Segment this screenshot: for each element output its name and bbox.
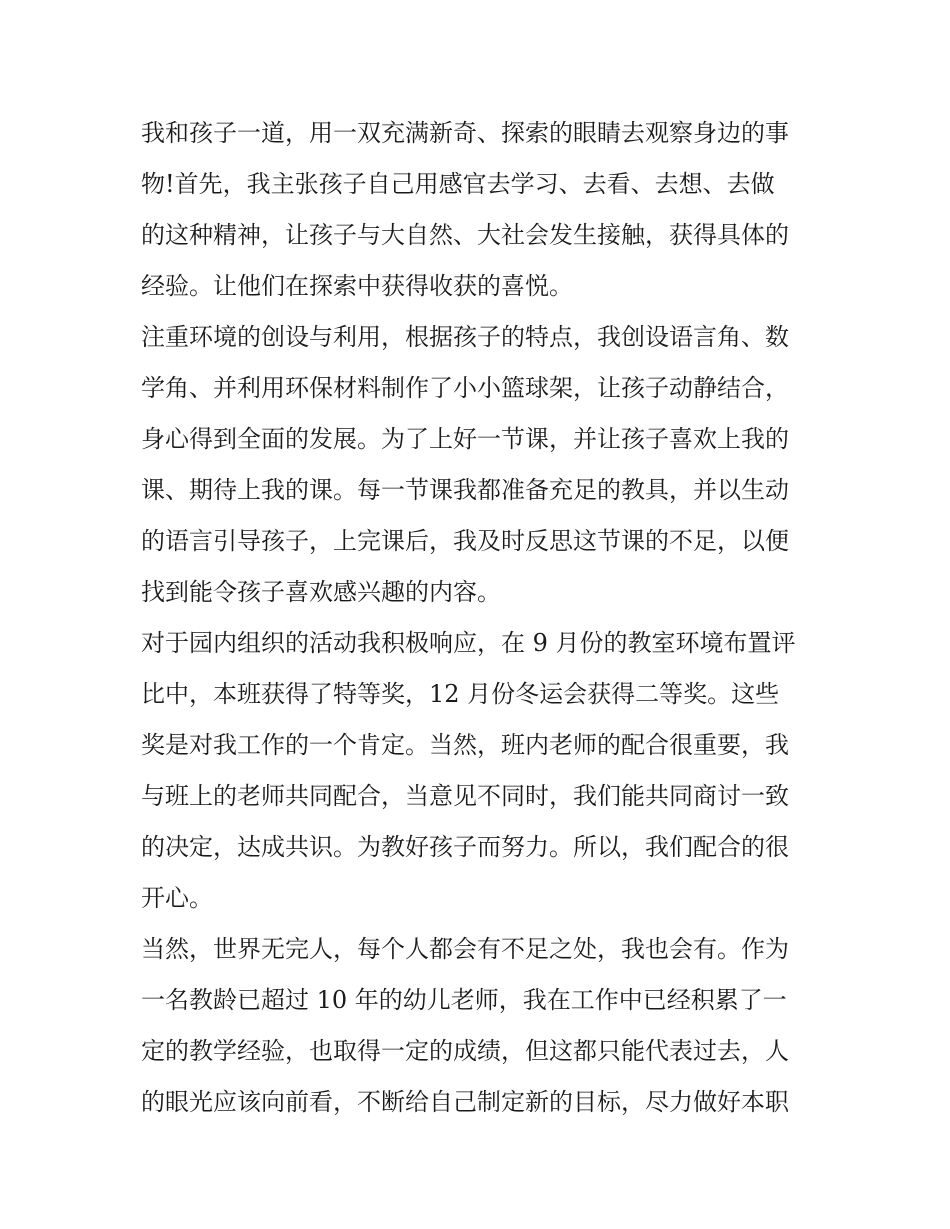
text-line: 定的教学经验，也取得一定的成绩，但这都只能代表过去，人 <box>141 1037 789 1065</box>
text-line: 身心得到全面的发展。为了上好一节课，并让孩子喜欢上我的 <box>141 425 789 453</box>
text-line: 比中，本班获得了特等奖，12 月份冬运会获得二等奖。这些 <box>141 680 780 708</box>
text-line: 对于园内组织的活动我积极响应，在 9 月份的教室环境布置评 <box>141 629 796 657</box>
paragraph-3 <box>141 618 813 924</box>
document-body <box>141 108 813 1128</box>
text-line: 找到能令孩子喜欢感兴趣的内容。 <box>141 578 501 606</box>
text-line: 我和孩子一道，用一双充满新奇、探索的眼睛去观察身边的事 <box>141 119 789 147</box>
text-line: 的语言引导孩子，上完课后，我及时反思这节课的不足，以便 <box>141 527 789 555</box>
text-line: 的决定，达成共识。为教好孩子而努力。所以，我们配合的很 <box>141 833 789 861</box>
text-line: 与班上的老师共同配合，当意见不同时，我们能共同商讨一致 <box>141 782 789 810</box>
paragraph-4 <box>141 924 813 1128</box>
paragraph-1 <box>141 108 813 312</box>
text-line: 开心。 <box>141 884 213 912</box>
paragraph-2 <box>141 312 813 618</box>
text-line: 的这种精神，让孩子与大自然、大社会发生接触，获得具体的 <box>141 221 789 249</box>
text-line: 课、期待上我的课。每一节课我都准备充足的教具，并以生动 <box>141 476 789 504</box>
text-line: 当然，世界无完人，每个人都会有不足之处，我也会有。作为 <box>141 935 789 963</box>
text-line: 学角、并利用环保材料制作了小小篮球架，让孩子动静结合， <box>141 374 789 402</box>
text-line: 物!首先，我主张孩子自己用感官去学习、去看、去想、去做 <box>141 170 775 198</box>
text-line: 注重环境的创设与利用，根据孩子的特点，我创设语言角、数 <box>141 323 789 351</box>
text-line: 一名教龄已超过 10 年的幼儿老师，我在工作中已经积累了一 <box>141 986 787 1014</box>
text-line: 奖是对我工作的一个肯定。当然，班内老师的配合很重要，我 <box>141 731 789 759</box>
text-line: 的眼光应该向前看，不断给自己制定新的目标，尽力做好本职 <box>141 1088 789 1116</box>
text-line: 经验。让他们在探索中获得收获的喜悦。 <box>141 272 573 300</box>
